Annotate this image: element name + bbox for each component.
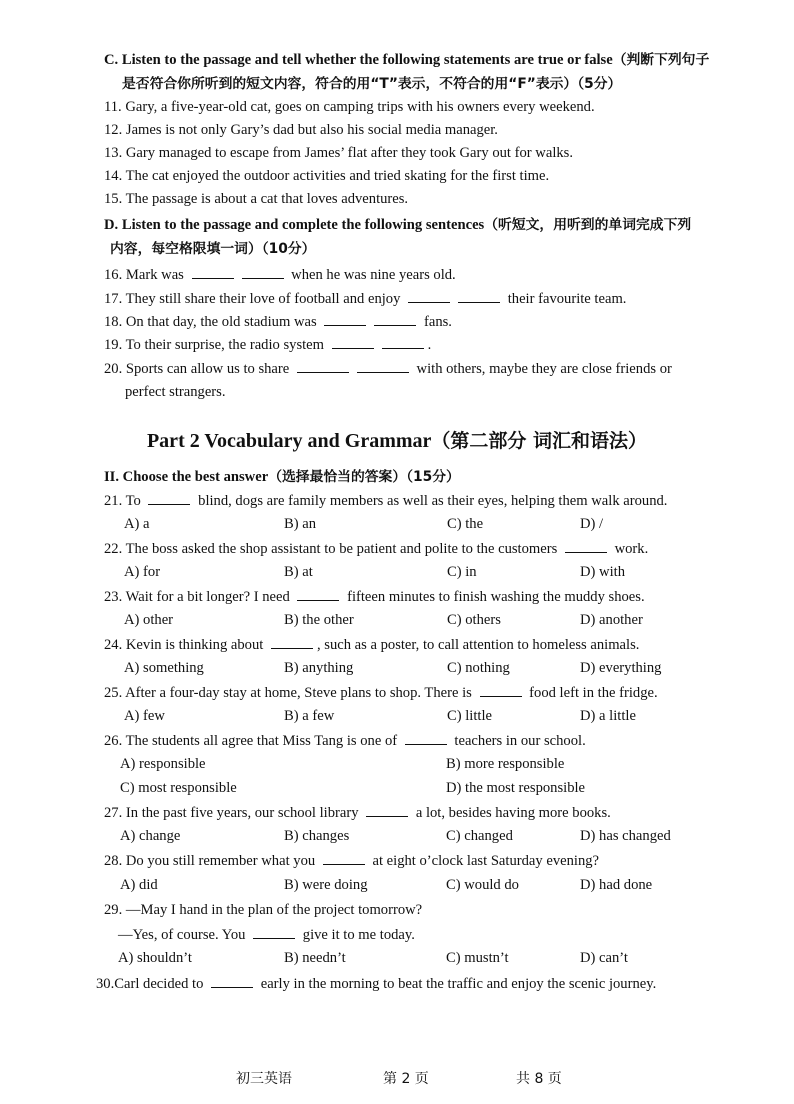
question-22: 22. The boss asked the shop assistant to be patient and polite to the customers work. (104, 536, 734, 560)
footer-page-number: 第 2 页 (383, 1071, 429, 1087)
option-a[interactable]: A) other (124, 612, 174, 628)
option-a[interactable]: A) did (120, 877, 158, 893)
part-2-title: Part 2 Vocabulary and Grammar（第二部分 词汇和语法） (146, 430, 648, 452)
option-a[interactable]: A) responsible (120, 756, 206, 772)
answer-blank[interactable] (382, 332, 424, 349)
option-d[interactable]: D) another (580, 612, 643, 628)
option-d[interactable]: D) had done (580, 877, 653, 893)
question-29-reply: —Yes, of course. You give it to me today. (118, 922, 734, 946)
option-d[interactable]: D) has changed (580, 828, 671, 844)
option-d[interactable]: D) a little (580, 708, 636, 724)
answer-blank[interactable] (374, 309, 416, 326)
question-30: 30.Carl decided to early in the morning to beat the traffic and enjoy the scenic journey. (96, 971, 734, 995)
question-16: 16. Mark was when he was nine years old. (104, 262, 734, 286)
question-11: 11. Gary, a five-year-old cat, goes on camping trips with his owners every weekend. (104, 99, 595, 115)
option-b[interactable]: B) an (284, 516, 317, 532)
option-d[interactable]: D) the most responsible (446, 780, 586, 796)
option-a[interactable]: A) something (124, 660, 204, 676)
option-d[interactable]: D) / (580, 516, 604, 532)
option-c[interactable]: C) most responsible (120, 780, 237, 796)
option-c[interactable]: C) the (447, 516, 484, 532)
answer-blank[interactable] (297, 584, 339, 601)
option-b[interactable]: B) needn’t (284, 950, 346, 966)
answer-blank[interactable] (408, 286, 450, 303)
option-c[interactable]: C) others (447, 612, 501, 628)
section-d-heading: D. Listen to the passage and complete the following sentences（听短文，用听到的单词完成下列 (104, 217, 692, 233)
option-b[interactable]: B) at (284, 564, 313, 580)
section-ii-heading: II. Choose the best answer（选择最恰当的答案）（15分） (104, 469, 460, 485)
footer-subject: 初三英语 (236, 1071, 292, 1087)
answer-blank[interactable] (148, 488, 190, 505)
question-25: 25. After a four-day stay at home, Steve plans to shop. There is food left in the fridge. (104, 680, 734, 704)
section-c-heading-cont: 是否符合你所听到的短文内容，符合的用“T”表示，不符合的用“F”表示）（5分） (122, 76, 622, 92)
footer-total-pages: 共 8 页 (516, 1071, 562, 1087)
answer-blank[interactable] (253, 922, 295, 939)
option-d[interactable]: D) can’t (580, 950, 628, 966)
option-d[interactable]: D) everything (580, 660, 662, 676)
answer-blank[interactable] (323, 848, 365, 865)
option-c[interactable]: C) changed (446, 828, 513, 844)
option-a[interactable]: A) for (124, 564, 161, 580)
answer-blank[interactable] (357, 356, 409, 373)
option-b[interactable]: B) were doing (284, 877, 368, 893)
option-a[interactable]: A) change (120, 828, 181, 844)
question-13: 13. Gary managed to escape from James’ flat after they took Gary out for walks. (104, 145, 573, 161)
section-d-heading-cont: 内容，每空格限填一词）（10分） (110, 241, 316, 257)
answer-blank[interactable] (211, 971, 253, 988)
question-27: 27. In the past five years, our school library a lot, besides having more books. (104, 800, 734, 824)
option-b[interactable]: B) more responsible (446, 756, 565, 772)
answer-blank[interactable] (332, 332, 374, 349)
answer-blank[interactable] (565, 536, 607, 553)
question-21: 21. To blind, dogs are family members as well as their eyes, helping them walk around. (104, 488, 734, 512)
question-15: 15. The passage is about a cat that loves adventures. (104, 191, 409, 207)
question-23: 23. Wait for a bit longer? I need fifteen minutes to finish washing the muddy shoes. (104, 584, 734, 608)
question-20-cont: perfect strangers. (125, 384, 226, 400)
question-14: 14. The cat enjoyed the outdoor activities and tried skating for the first time. (104, 168, 550, 184)
option-b[interactable]: B) anything (284, 660, 354, 676)
option-d[interactable]: D) with (580, 564, 625, 580)
answer-blank[interactable] (271, 632, 313, 649)
option-c[interactable]: C) would do (446, 877, 519, 893)
answer-blank[interactable] (366, 800, 408, 817)
question-20: 20. Sports can allow us to share with others, maybe they are close friends or (104, 356, 734, 380)
option-c[interactable]: C) mustn’t (446, 950, 509, 966)
answer-blank[interactable] (480, 680, 522, 697)
question-24: 24. Kevin is thinking about , such as a poster, to call attention to homeless animals. (104, 632, 734, 656)
option-b[interactable]: B) a few (284, 708, 335, 724)
question-19: 19. To their surprise, the radio system . (104, 332, 734, 356)
question-28: 28. Do you still remember what you at eight o’clock last Saturday evening? (104, 848, 734, 872)
question-12: 12. James is not only Gary’s dad but also his social media manager. (104, 122, 498, 138)
section-c-heading: C. Listen to the passage and tell whether the following statements are true or false（判断下列句子 (104, 52, 710, 68)
question-26: 26. The students all agree that Miss Tang is one of teachers in our school. (104, 728, 734, 752)
option-b[interactable]: B) changes (284, 828, 350, 844)
option-a[interactable]: A) a (124, 516, 150, 532)
option-c[interactable]: C) in (447, 564, 477, 580)
question-18: 18. On that day, the old stadium was fans. (104, 309, 734, 333)
option-c[interactable]: C) little (447, 708, 492, 724)
option-a[interactable]: A) shouldn’t (118, 950, 192, 966)
option-c[interactable]: C) nothing (447, 660, 510, 676)
answer-blank[interactable] (242, 262, 284, 279)
answer-blank[interactable] (297, 356, 349, 373)
answer-blank[interactable] (458, 286, 500, 303)
answer-blank[interactable] (324, 309, 366, 326)
option-b[interactable]: B) the other (284, 612, 354, 628)
option-a[interactable]: A) few (124, 708, 165, 724)
answer-blank[interactable] (192, 262, 234, 279)
question-29: 29. —May I hand in the plan of the project tomorrow? (104, 902, 423, 918)
answer-blank[interactable] (405, 728, 447, 745)
question-17: 17. They still share their love of football and enjoy their favourite team. (104, 286, 734, 310)
